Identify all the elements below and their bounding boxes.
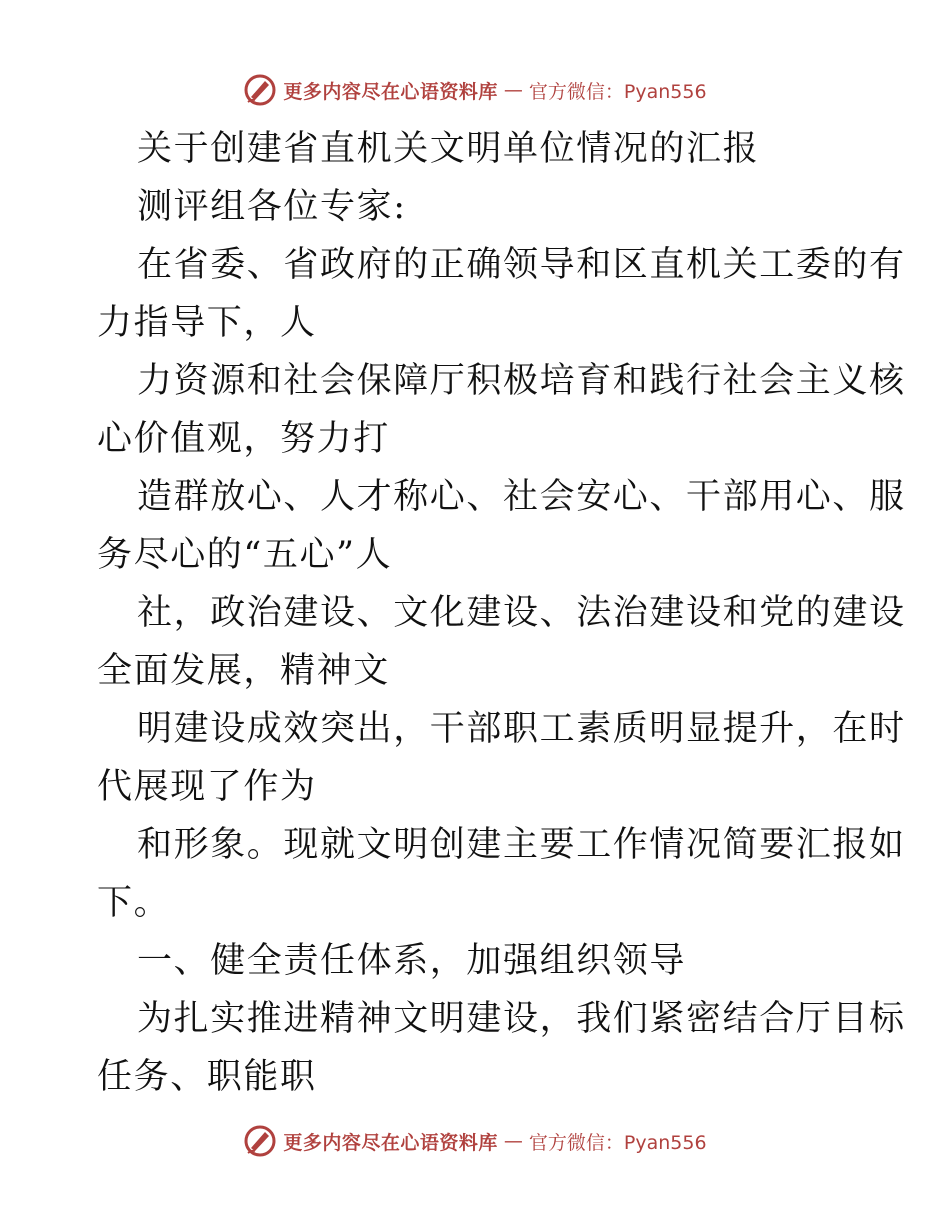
doc-line: 为扎实推进精神文明建设，我们紧密结合厅目标: [137, 999, 906, 1039]
doc-line: 测评组各位专家:: [137, 187, 407, 227]
quill-pen-logo-icon: [243, 73, 277, 107]
header-banner: [0, 70, 950, 110]
banner-title: 更多内容尽在心语资料库: [283, 80, 498, 103]
doc-line: 在省委、省政府的正确领导和区直机关工委的有: [137, 245, 906, 285]
footer-banner: [0, 1121, 950, 1161]
banner-wechat: 官方微信：Pyan556: [528, 1131, 707, 1154]
doc-line: 造群放心、人才称心、社会安心、干部用心、服: [137, 477, 906, 517]
doc-line: 力指导下，人: [97, 303, 317, 343]
doc-line: 任务、职能职: [97, 1057, 317, 1097]
doc-line: 务尽心的“五心”人: [97, 535, 393, 575]
banner-separator: —: [503, 1130, 523, 1152]
doc-line: 和形象。现就文明创建主要工作情况简要汇报如: [137, 825, 906, 865]
doc-line: 下。: [97, 883, 171, 923]
doc-line: 一、健全责任体系，加强组织领导: [137, 941, 687, 981]
doc-line: 关于创建省直机关文明单位情况的汇报: [137, 129, 760, 169]
doc-line: 心价值观，努力打: [97, 419, 390, 459]
doc-line: 全面发展，精神文: [97, 651, 390, 691]
banner-title: 更多内容尽在心语资料库: [283, 1131, 498, 1154]
doc-line: 明建设成效突出，干部职工素质明显提升，在时: [137, 709, 906, 749]
banner-wechat: 官方微信：Pyan556: [528, 80, 707, 103]
document-body: [97, 120, 906, 1106]
quill-pen-logo-icon: [243, 1124, 277, 1158]
doc-line: 力资源和社会保障厅积极培育和践行社会主义核: [137, 361, 906, 401]
banner-separator: —: [503, 79, 523, 101]
doc-line: 社，政治建设、文化建设、法治建设和党的建设: [137, 593, 906, 633]
doc-line: 代展现了作为: [97, 767, 317, 807]
